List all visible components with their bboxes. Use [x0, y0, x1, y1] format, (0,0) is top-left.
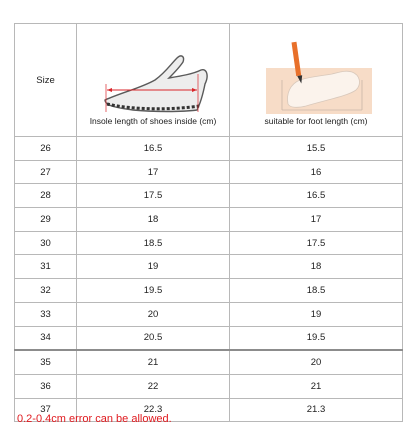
table-row: [15, 350, 403, 374]
shoe-cross-section-icon: [93, 40, 213, 120]
insole-cell: 16.5: [77, 137, 230, 161]
foot-cell: 20: [230, 350, 403, 374]
foot-cell: 15.5: [230, 137, 403, 161]
foot-cell: 21.3: [230, 398, 403, 422]
foot-cell: 18.5: [230, 279, 403, 303]
table-row: [15, 137, 403, 161]
size-cell: 29: [15, 208, 77, 232]
insole-cell: 21: [77, 350, 230, 374]
size-cell: 35: [15, 350, 77, 374]
table-row: [15, 326, 403, 350]
insole-cell: 19: [77, 255, 230, 279]
size-cell: 32: [15, 279, 77, 303]
size-cell: 37: [15, 398, 77, 422]
insole-cell: 17.5: [77, 184, 230, 208]
foot-header-label: suitable for foot length (cm): [264, 116, 368, 126]
tolerance-note: 0.2-0.4cm error can be allowed.: [17, 413, 172, 425]
table-row: [15, 231, 403, 255]
size-cell: 31: [15, 255, 77, 279]
table-header-row: [15, 24, 403, 137]
insole-header-cell: [77, 24, 230, 137]
foot-cell: 19.5: [230, 326, 403, 350]
table-row: [15, 208, 403, 232]
size-cell: 36: [15, 374, 77, 398]
insole-cell: 17: [77, 160, 230, 184]
insole-cell: 20: [77, 302, 230, 326]
table-row: [15, 184, 403, 208]
insole-cell: 20.5: [77, 326, 230, 350]
size-header-cell: [15, 24, 77, 137]
insole-cell: 19.5: [77, 279, 230, 303]
size-cell: 33: [15, 302, 77, 326]
size-cell: 28: [15, 184, 77, 208]
size-cell: 30: [15, 231, 77, 255]
size-cell: 27: [15, 160, 77, 184]
insole-cell: 18.5: [77, 231, 230, 255]
insole-cell: 22: [77, 374, 230, 398]
foot-cell: 19: [230, 302, 403, 326]
insole-cell: 22.3: [77, 398, 230, 422]
size-cell: 26: [15, 137, 77, 161]
foot-header-cell: [230, 24, 403, 137]
foot-cell: 16: [230, 160, 403, 184]
foot-cell: 17: [230, 208, 403, 232]
size-cell: 34: [15, 326, 77, 350]
foot-cell: 21: [230, 374, 403, 398]
table-row: [15, 374, 403, 398]
table-row: [15, 255, 403, 279]
table-row: [15, 302, 403, 326]
insole-cell: 18: [77, 208, 230, 232]
foot-cell: 17.5: [230, 231, 403, 255]
size-header-label: Size: [36, 74, 55, 86]
table-row: [15, 279, 403, 303]
insole-header-label: Insole length of shoes inside (cm): [89, 116, 217, 126]
table-row: [15, 160, 403, 184]
foot-measure-icon: [256, 40, 376, 120]
foot-cell: 18: [230, 255, 403, 279]
foot-cell: 16.5: [230, 184, 403, 208]
size-chart-table: [14, 23, 403, 422]
